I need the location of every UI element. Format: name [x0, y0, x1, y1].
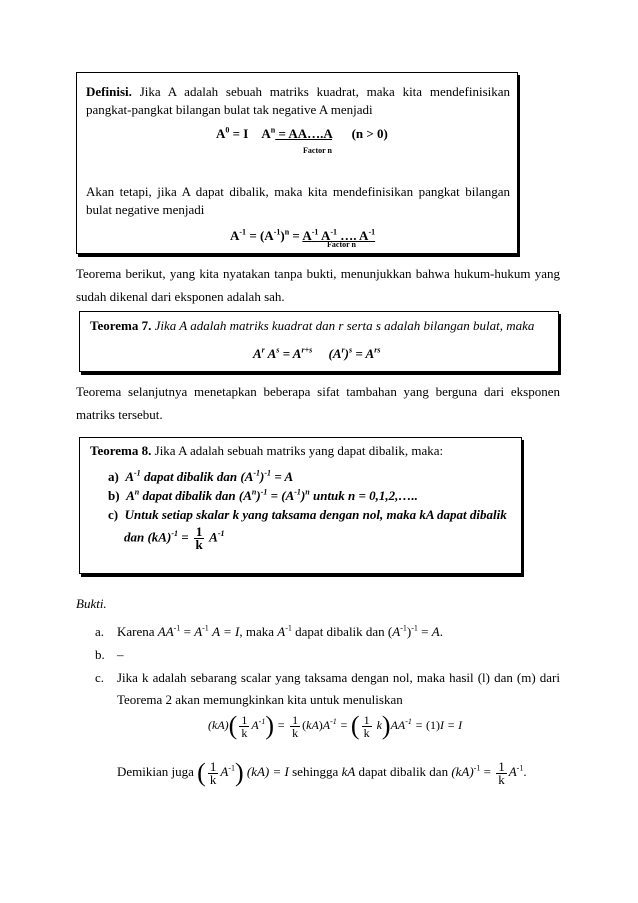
paragraph-2-line-2: matriks tersebut.: [76, 407, 163, 422]
definition-line-1: [86, 84, 510, 100]
paragraph-1-line-1: Teorema berikut, yang kita nyatakan tanpa bukti, menunjukkan bahwa hukum-hukum yang: [76, 266, 560, 281]
theorem-8-item-b: b) $A^n$ dapat dibalik dan $(A^n)^{-1} = (A^{-1})^n$ untuk n = 0,1,2,…..: [108, 487, 418, 503]
definition-line-2: pangkat-pangkat bilangan bulat tak negative A menjadi: [86, 102, 373, 117]
theorem-8-item-c-text: Untuk setiap skalar k yang taksama dengan nol, maka kA dapat dibalik: [124, 507, 507, 522]
negative-factor-n-label: Factor n: [327, 240, 356, 249]
theorem-7-formulas: $A^r$ $A^s = A^{r+s}$ $(A^r)^s = A^{rs}$: [253, 345, 381, 361]
definition-line-3: Akan tetapi, jika A dapat dibalik, maka kita mendefinisikan pangkat bilangan: [86, 184, 510, 199]
theorem-8-title: Teorema 8.: [90, 443, 152, 458]
paragraph-2-line-1: Teorema selanjutnya menetapkan beberapa sifat tambahan yang berguna dari eksponen: [76, 384, 560, 399]
theorem-7-title: Teorema 7.: [90, 318, 152, 333]
proof-item-c-last-line: Demikian juga ( $\frac{1}{k}$ $A^{-1}$) (kA) = I sehingga kA dapat dibalik dan (kA)$^{-1}$ = $\frac{1}{k}$ $A^{-1}$.: [117, 758, 527, 787]
theorem-8-text: Jika A adalah sebuah matriks yang dapat dibalik, maka:: [154, 443, 444, 458]
paragraph-1-line-2: sudah dikenal dari eksponen adalah sah.: [76, 289, 285, 304]
theorem-8-line: [90, 443, 443, 459]
definition-text-1: Jika A adalah sebuah matriks kuadrat, maka kita mendefinisikan: [139, 84, 511, 99]
theorem-7-text: Jika A adalah matriks kuadrat dan r serta s adalah bilangan bulat, maka: [154, 318, 535, 333]
theorem-8-item-c: c) Untuk setiap skalar k yang taksama dengan nol, maka kA dapat dibalik: [108, 507, 507, 522]
proof-item-c-line-1: Jika k adalah sebarang scalar yang taksama dengan nol, maka hasil (l) dan (m) dari: [117, 670, 560, 685]
fraction-1-over-k: $\frac{1}{k}$: [195, 524, 203, 552]
proof-item-b-marker: b.: [95, 647, 105, 662]
negative-power-formula: $A^{-1} = (A^{-1})^n = A^{-1}$ $A^{-1}$ …. $A^{-1}$: [230, 227, 376, 243]
proof-item-a: Karena $AA^{-1} = A^{-1}$ A = I, maka $A^{-1}$ dapat dibalik dan $(A^{-1})^{-1} = A$.: [117, 623, 443, 639]
theorem-8-item-a: a) $A^{-1}$ dapat dibalik dan $(A^{-1})^{-1} = A$: [108, 468, 294, 484]
theorem-7-line: [90, 318, 534, 334]
proof-title: Bukti.: [76, 596, 107, 611]
definition-title: Definisi.: [86, 84, 132, 99]
proof-item-c-line-2: Teorema 2 akan memungkinkan kita untuk menuliskan: [117, 692, 403, 707]
proof-item-b: –: [117, 647, 124, 662]
theorem-8-item-c-line-2: dan (kA)$^{-1}$ = $\frac{1}{k}$ $A^{-1}$: [124, 524, 225, 552]
definition-line-4: bulat negative menjadi: [86, 202, 205, 217]
definition-formula: $A^0 = I$ $A^n$ = AA….A (n > 0): [216, 125, 388, 141]
factor-n-label: Factor n: [303, 146, 332, 155]
proof-equation: (kA)( $\frac{1}{k}$ $A^{-1}$) = $\frac{1}{k}$ $(kA)A^{-1}$ = ( $\frac{1}{k}$ $k)AA^{-1} = (1)I = I$: [208, 711, 463, 740]
proof-item-c-marker: c.: [95, 670, 105, 685]
proof-item-a-marker: a.: [95, 624, 105, 639]
